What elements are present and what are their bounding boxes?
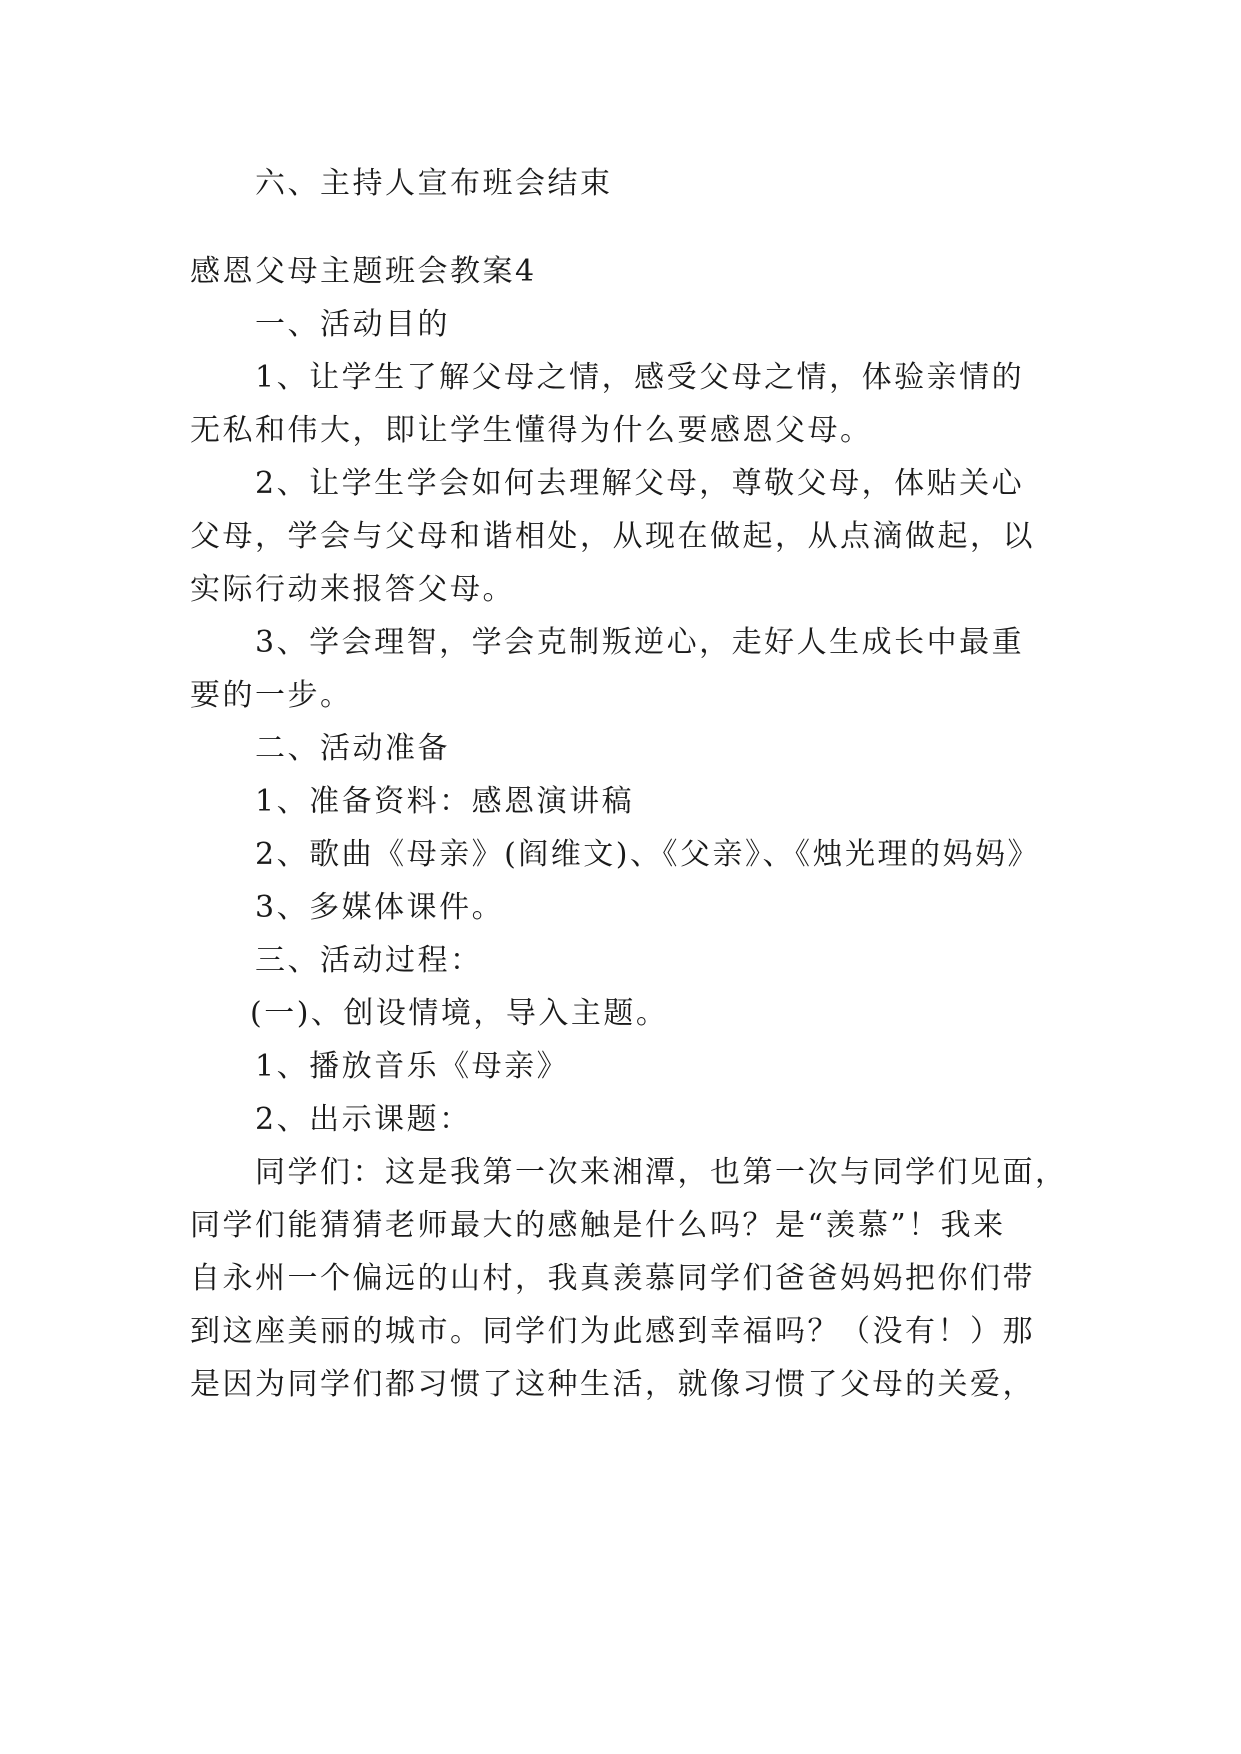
section-heading-six: 六、主持人宣布班会结束 bbox=[255, 166, 613, 201]
paragraph-line: 要的一步。 bbox=[190, 678, 353, 713]
paragraph-line: 1、播放音乐《母亲》 bbox=[255, 1049, 570, 1084]
paragraph-line: 2、歌曲《母亲》(阎维文)、《父亲》、《烛光理的妈妈》 bbox=[255, 837, 1040, 872]
lesson-plan-title: 感恩父母主题班会教案4 bbox=[190, 254, 537, 289]
paragraph-line: 1、让学生了解父母之情，感受父母之情，体验亲情的 bbox=[255, 360, 1025, 395]
paragraph-line: 同学们：这是我第一次来湘潭，也第一次与同学们见面， bbox=[255, 1155, 1068, 1190]
paragraph-line: 1、准备资料：感恩演讲稿 bbox=[255, 784, 635, 819]
heading-activity-goal: 一、活动目的 bbox=[255, 307, 450, 342]
paragraph-line: 是因为同学们都习惯了这种生活，就像习惯了父母的关爱， bbox=[190, 1367, 1035, 1402]
paragraph-line: 2、出示课题： bbox=[255, 1102, 472, 1137]
paragraph-line: 自永州一个偏远的山村，我真羡慕同学们爸爸妈妈把你们带 bbox=[190, 1261, 1035, 1296]
heading-activity-process: 三、活动过程： bbox=[255, 943, 483, 978]
subheading-create-scenario: (一)、创设情境，导入主题。 bbox=[250, 996, 669, 1031]
paragraph-line: 2、让学生学会如何去理解父母，尊敬父母，体贴关心 bbox=[255, 466, 1025, 501]
paragraph-line: 实际行动来报答父母。 bbox=[190, 572, 515, 607]
paragraph-line: 3、学会理智，学会克制叛逆心，走好人生成长中最重 bbox=[255, 625, 1025, 660]
paragraph-line: 到这座美丽的城市。同学们为此感到幸福吗？（没有！）那 bbox=[190, 1314, 1035, 1349]
paragraph-line: 父母，学会与父母和谐相处，从现在做起，从点滴做起，以 bbox=[190, 519, 1035, 554]
paragraph-line: 同学们能猜猜老师最大的感触是什么吗？是“羡慕”！我来 bbox=[190, 1208, 1006, 1243]
heading-activity-preparation: 二、活动准备 bbox=[255, 731, 450, 766]
paragraph-line: 无私和伟大，即让学生懂得为什么要感恩父母。 bbox=[190, 413, 873, 448]
paragraph-line: 3、多媒体课件。 bbox=[255, 890, 505, 925]
